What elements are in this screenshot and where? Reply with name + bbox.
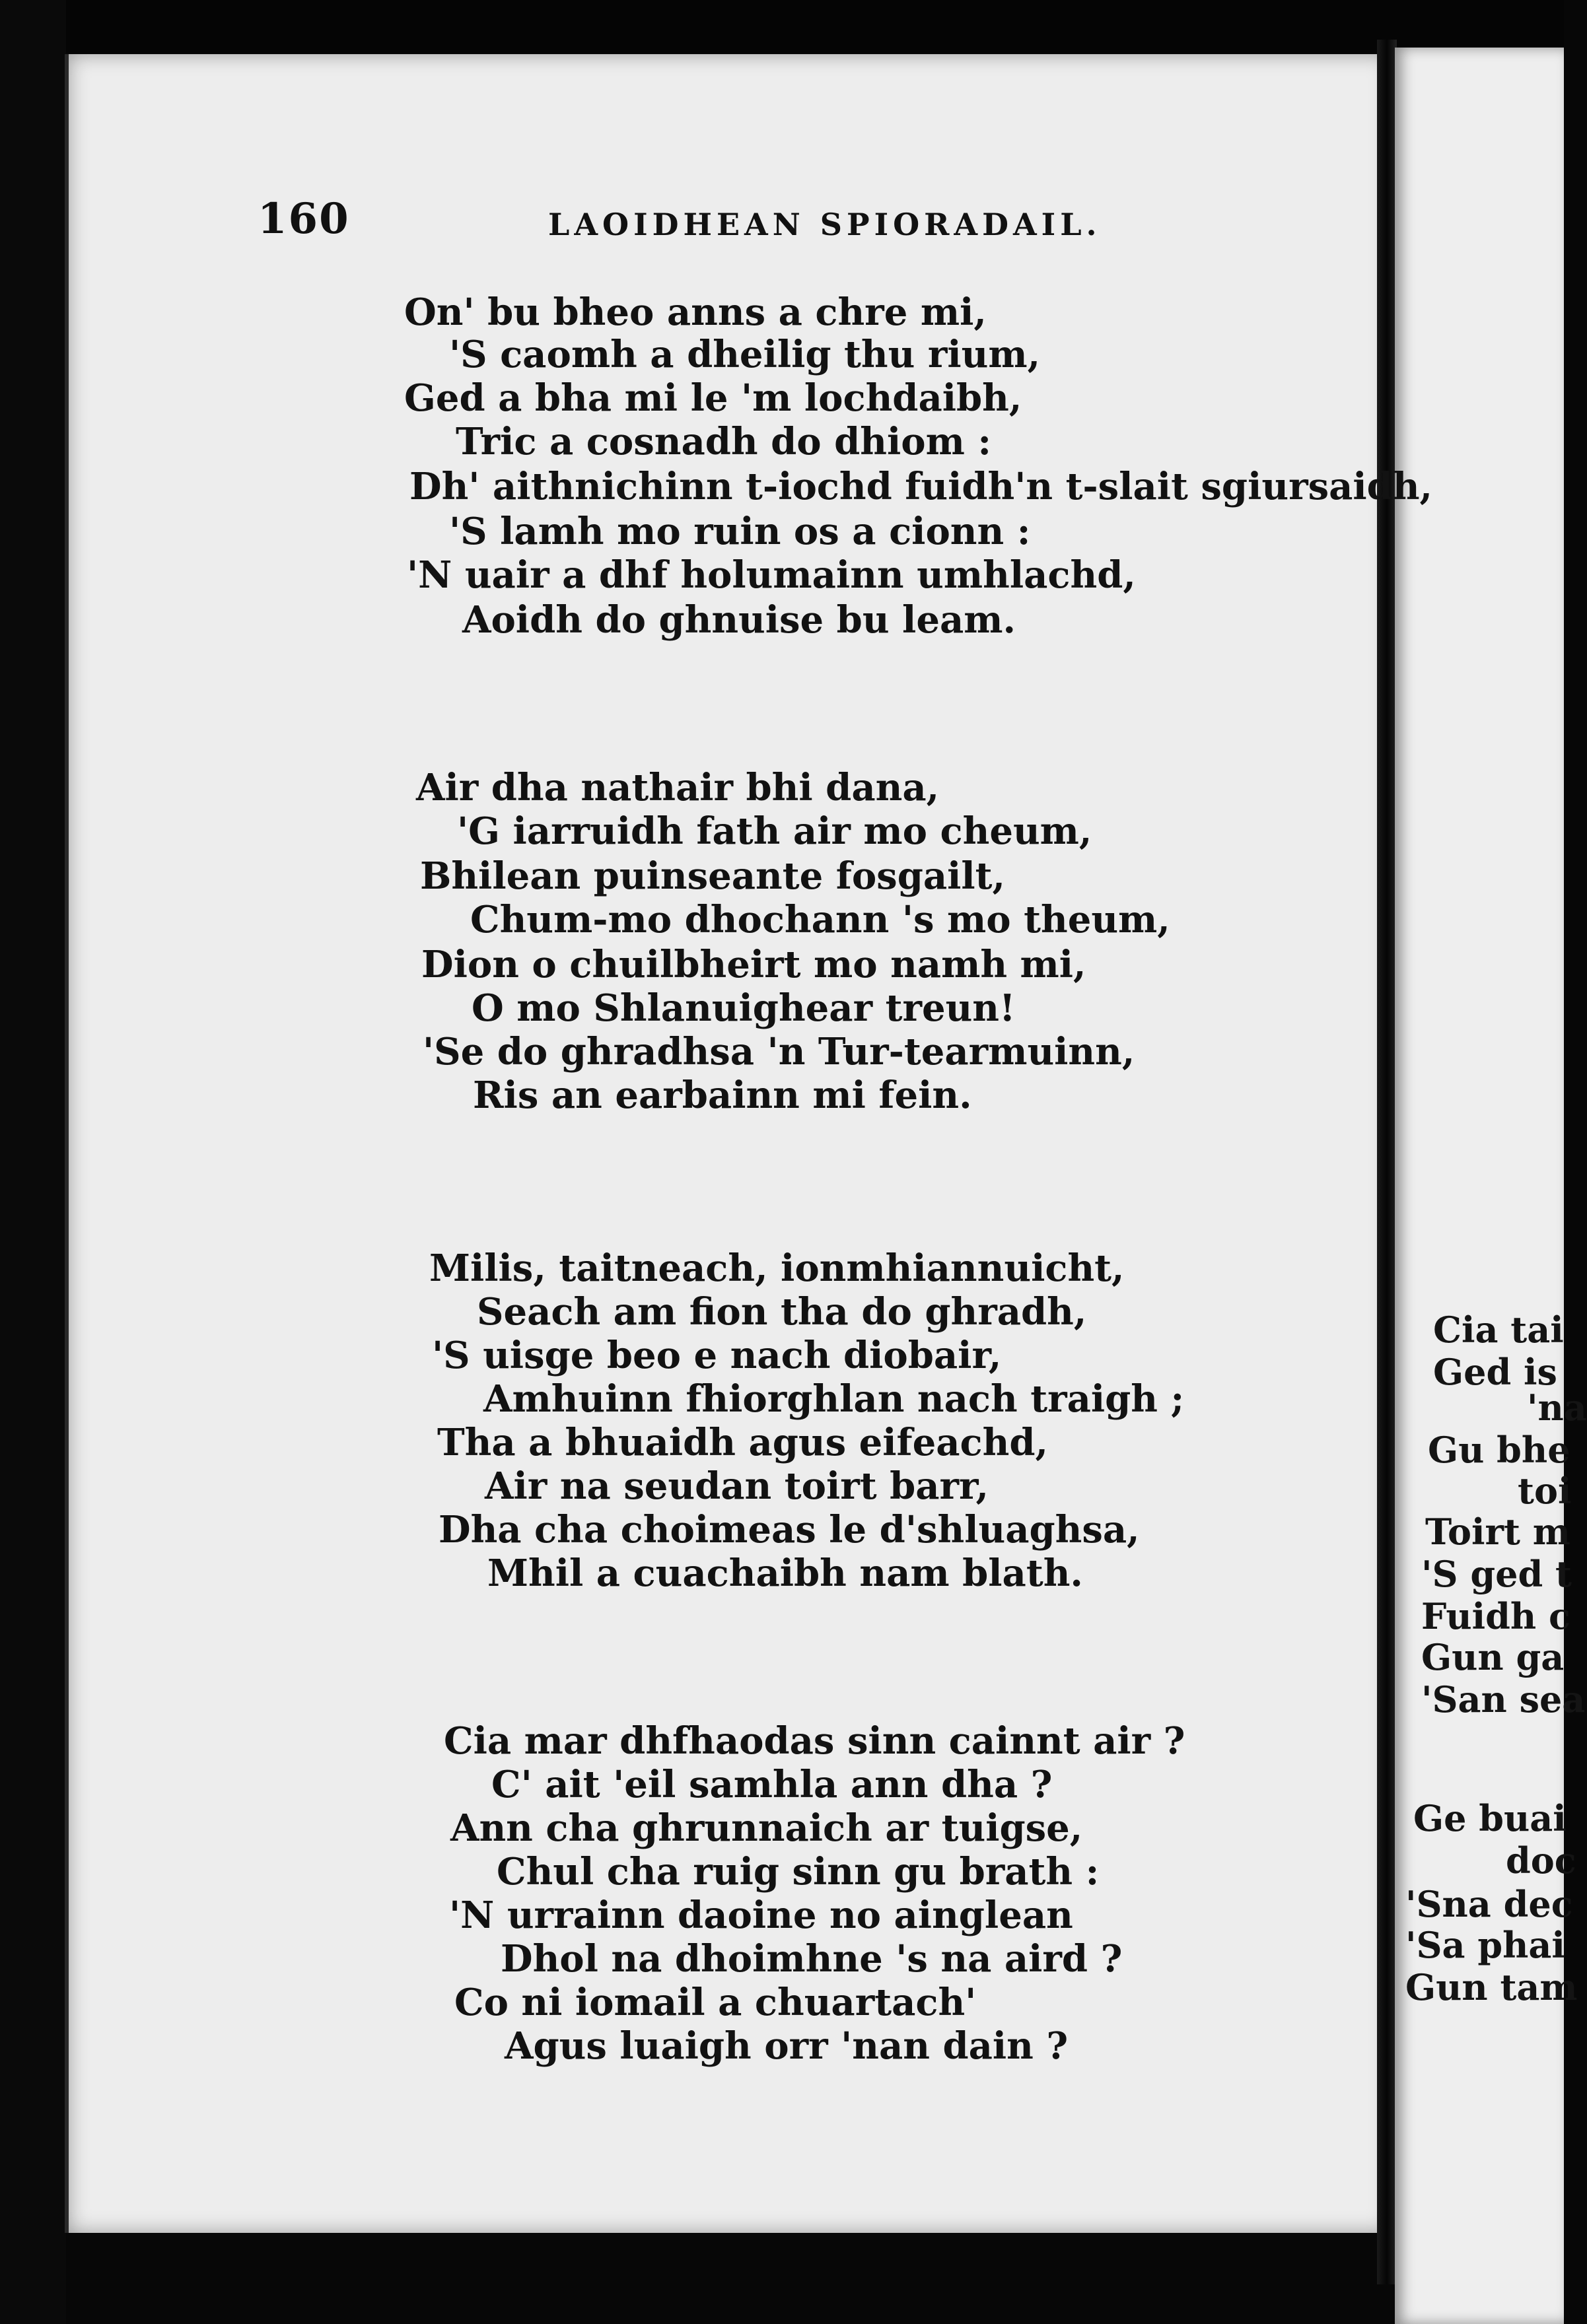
verse-line: Mhil a cuachaibh nam blath. — [487, 1552, 1083, 1595]
verse-line: 'S lamh mo ruin os a cionn : — [449, 510, 1031, 553]
verse-line: On' bu bheo anns a chre mi, — [404, 290, 987, 334]
right-fragment: Gu bhe — [1428, 1429, 1570, 1471]
verse-line: Chul cha ruig sinn gu brath : — [497, 1850, 1100, 1894]
verse-line: 'N uair a dhf holumainn umhlachd, — [407, 553, 1136, 597]
running-header — [258, 194, 1102, 244]
verse-line: Ann cha ghrunnaich ar tuigse, — [450, 1806, 1083, 1850]
verse-line: Dhol na dhoimhne 's na aird ? — [501, 1937, 1123, 1981]
verse-line: Ris an earbainn mi fein. — [473, 1074, 972, 1117]
right-fragment: 'S ged t — [1421, 1553, 1572, 1595]
scan-border-top — [0, 0, 1564, 53]
verse-line: 'S caomh a dheilig thu rium, — [449, 333, 1041, 376]
verse-line: Tric a cosnadh do dhiom : — [456, 420, 992, 463]
verse-line: Chum-mo dhochann 's mo theum, — [470, 898, 1170, 941]
book-gutter — [1377, 40, 1397, 2284]
verse-line: Air na seudan toirt barr, — [485, 1464, 989, 1508]
verse-line: Dh' aithnichinn t-iochd fuidh'n t-slait sgiursaidh, — [409, 465, 1433, 508]
page-number: 160 — [258, 194, 350, 244]
right-fragment: 'Sna dec — [1405, 1883, 1573, 1925]
verse-line: Co ni iomail a chuartach' — [454, 1981, 977, 2024]
verse-line: 'G iarruidh fath air mo cheum, — [457, 809, 1092, 853]
right-fragment: Toirt m — [1425, 1511, 1570, 1553]
verse-line: Amhuinn fhiorghlan nach traigh ; — [483, 1377, 1185, 1421]
right-fragment: Cia tai — [1433, 1309, 1564, 1351]
verse-line: Seach am fion tha do ghradh, — [477, 1290, 1087, 1334]
right-fragment: Ged is — [1433, 1351, 1557, 1393]
verse-line: 'N urrainn daoine no ainglean — [449, 1894, 1073, 1937]
verse-line: Cia mar dhfhaodas sinn cainnt air ? — [444, 1719, 1185, 1763]
right-fragment: Ge buai — [1413, 1797, 1567, 1839]
verse-line: 'Se do ghradhsa 'n Tur-tearmuinn, — [423, 1030, 1135, 1074]
verse-line: Tha a bhuaidh agus eifeachd, — [437, 1421, 1049, 1464]
right-page — [1395, 48, 1587, 2324]
right-fragment: 'San sea — [1421, 1678, 1586, 1721]
verse-line: Agus luaigh orr 'nan dain ? — [505, 2024, 1069, 2068]
right-fragment: doc — [1506, 1839, 1576, 1882]
right-fragment: toi — [1518, 1470, 1572, 1512]
verse-line: O mo Shlanuighear treun! — [472, 986, 1016, 1030]
verse-line: Dion o chuilbheirt mo namh mi, — [421, 943, 1086, 986]
right-fragment: Gun tam — [1405, 1966, 1578, 2008]
verse-line: Dha cha choimeas le d'shluaghsa, — [439, 1508, 1140, 1552]
verse-line: Ged a bha mi le 'm lochdaibh, — [404, 376, 1022, 420]
page-title: LAOIDHEAN SPIORADAIL. — [548, 207, 1102, 242]
right-fragment: 'na — [1527, 1386, 1587, 1429]
verse-line: Aoidh do ghnuise bu leam. — [462, 598, 1016, 642]
verse-line: C' ait 'eil samhla ann dha ? — [491, 1763, 1053, 1806]
verse-line: Bhilean puinseante fosgailt, — [420, 854, 1006, 898]
verse-line: Milis, taitneach, ionmhiannuicht, — [429, 1247, 1125, 1290]
right-fragment: Gun ga — [1421, 1636, 1565, 1678]
verse-line: 'S uisge beo e nach diobair, — [432, 1334, 1002, 1377]
verse-line: Air dha nathair bhi dana, — [416, 766, 940, 809]
scan-border-left — [0, 0, 66, 2324]
right-fragment: Fuidh c — [1421, 1595, 1570, 1637]
right-fragment: 'Sa phai — [1405, 1924, 1565, 1966]
